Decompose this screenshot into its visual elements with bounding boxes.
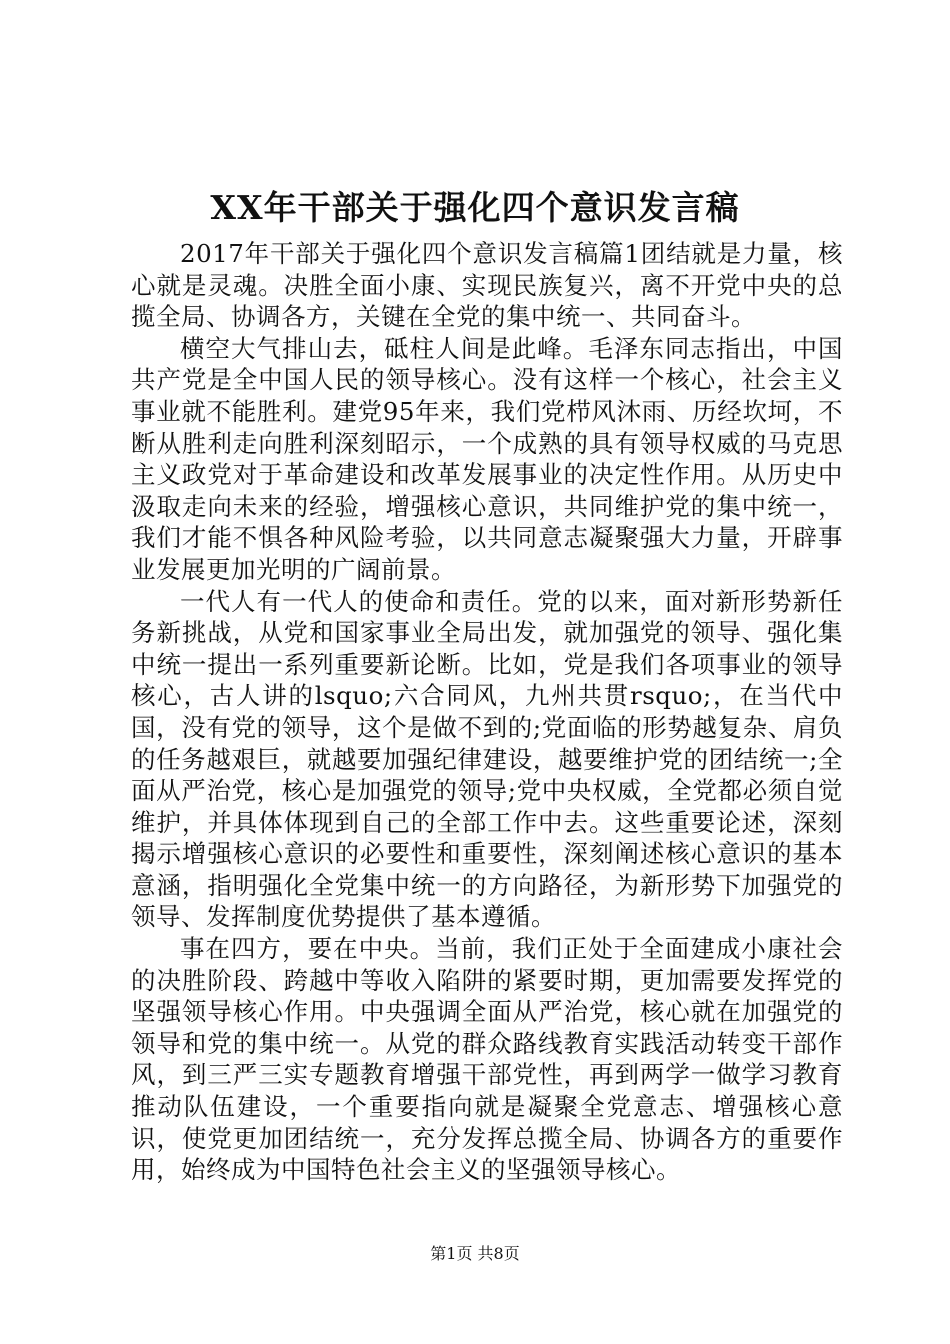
document-body [131,238,843,1186]
paragraph-1: 2017年干部关于强化四个意识发言稿篇1团结就是力量，核心就是灵魂。决胜全面小康、实现民族复兴，离不开党中央的总揽全局、协调各方，关键在全党的集中统一、共同奋斗。 [131,239,843,332]
paragraph-3: 一代人有一代人的使命和责任。党的以来，面对新形势新任务新挑战，从党和国家事业全局出发，就加强党的领导、强化集中统一提出一系列重要新论断。比如，党是我们各项事业的领导核心，古人讲的lsquo;六合同风，九州共贯rsquo;，在当代中国，没有党的领导，这个是做不到的;党面临的形势越复杂、肩负的任务越艰巨，就越要加强纪律建设，越要维护党的团结统一;全面从严治党，核心是加强党的领导;党中央权威，全党都必须自觉维护，并具体体现到自己的全部工作中去。这些重要论述，深刻揭示增强核心意识的必要性和重要性，深刻阐述核心意识的基本意涵，指明强化全党集中统一的方向路径，为新形势下加强党的领导、发挥制度优势提供了基本遵循。 [131,586,843,932]
paragraph-4: 事在四方，要在中央。当前，我们正处于全面建成小康社会的决胜阶段、跨越中等收入陷阱的紧要时期，更加需要发挥党的坚强领导核心作用。中央强调全面从严治党，核心就在加强党的领导和党的集中统一。从党的群众路线教育实践活动转变干部作风，到三严三实专题教育增强干部党性，再到两学一做学习教育推动队伍建设，一个重要指向就是凝聚全党意志、增强核心意识，使党更加团结统一，充分发挥总揽全局、协调各方的重要作用，始终成为中国特色社会主义的坚强领导核心。 [131,934,843,1185]
document-title: XX年干部关于强化四个意识发言稿 [210,188,740,227]
page-number-footer: 第1页 共8页 [430,1244,520,1263]
paragraph-2: 横空大气排山去，砥柱人间是此峰。毛泽东同志指出，中国共产党是全中国人民的领导核心。没有这样一个核心，社会主义事业就不能胜利。建党95年来，我们党栉风沐雨、历经坎坷，不断从胜利走向胜利深刻昭示，一个成熟的具有领导权威的马克思主义政党对于革命建设和改革发展事业的决定性作用。从历史中汲取走向未来的经验，增强核心意识，共同维护党的集中统一，我们才能不惧各种风险考验，以共同意志凝聚强大力量，开辟事业发展更加光明的广阔前景。 [131,333,843,584]
